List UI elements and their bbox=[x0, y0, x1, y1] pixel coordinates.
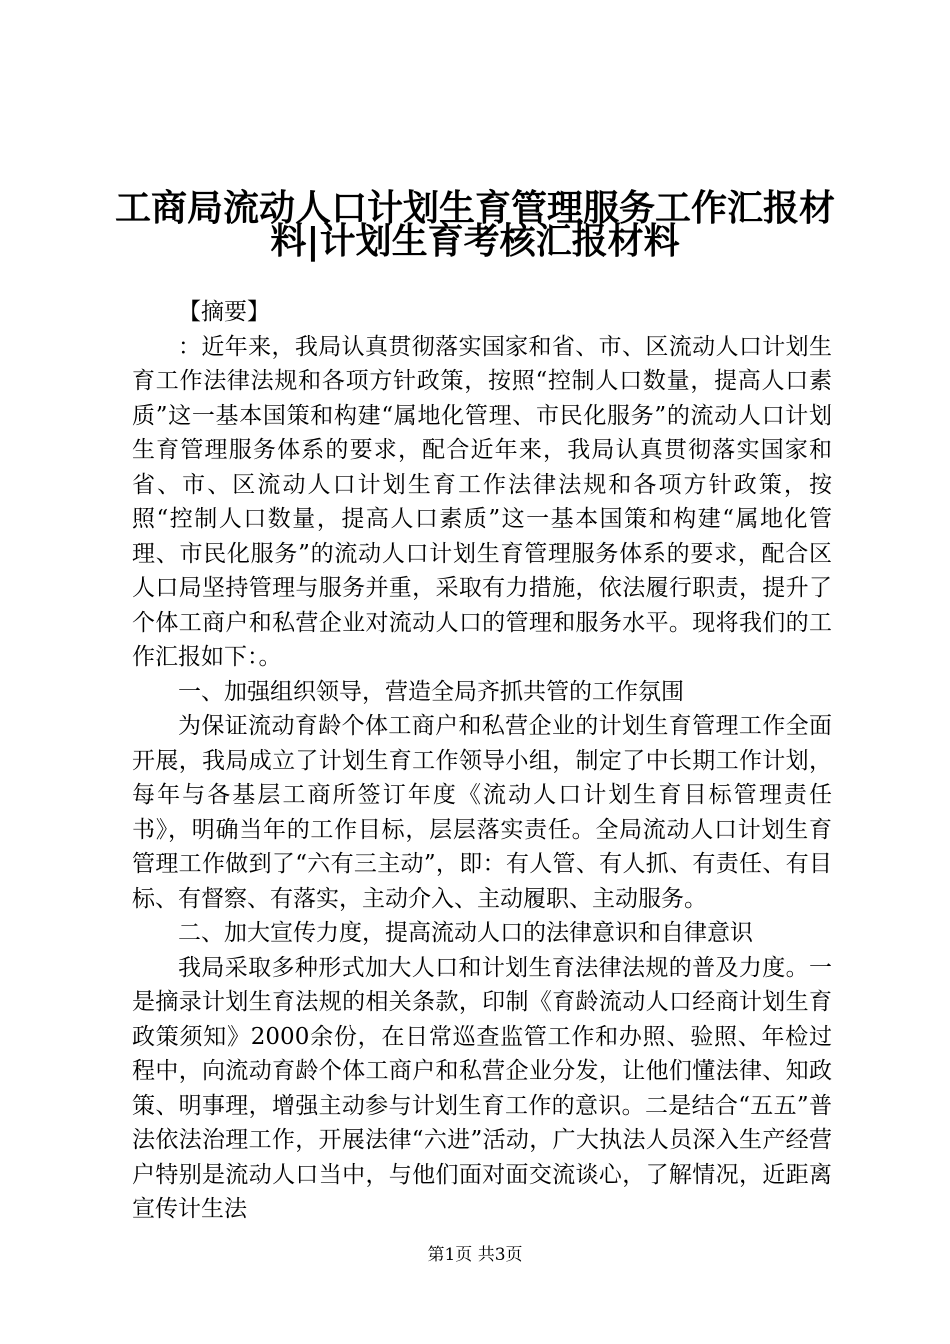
document-title-line-1: 工商局流动人口计划生育管理服务工作汇报材 bbox=[114, 188, 835, 229]
page-footer: 第1页 共3页 bbox=[427, 1245, 523, 1265]
paragraph-abstract: ：近年来，我局认真贯彻落实国家和省、市、区流动人口计划生育工作法律法规和各项方针政策，按照“控制人口数量，提高人口素质”这一基本国策和构建“属地化管理、市民化服务”的流动人口计划生育管理服务体系的要求，配合近年来，我局认真贯彻落实国家和省、市、区流动人口计划生育工作法律法规和各项方针政策，按照“控制人口数量，提高人口素质”这一基本国策和构建“属地化管理、市民化服务”的流动人口计划生育管理服务体系的要求，配合区人口局坚持管理与服务并重，采取有力措施，依法履行职责，提升了个体工商户和私营企业对流动人口的管理和服务水平。现将我们的工作汇报如下：。 bbox=[132, 333, 832, 670]
abstract-label: 【摘要】 bbox=[178, 299, 270, 325]
document-body bbox=[132, 295, 832, 1227]
paragraph-section-2: 我局采取多种形式加大人口和计划生育法律法规的普及力度。一是摘录计划生育法规的相关条款，印制《育龄流动人口经商计划生育政策须知》2000余份，在日常巡查监管工作和办照、验照、年检过程中，向流动育龄个体工商户和私营企业分发，让他们懂法律、知政策、明事理，增强主动参与计划生育工作的意识。二是结合“五五”普法依法治理工作，开展法律“六进”活动，广大执法人员深入生产经营户特别是流动人口当中，与他们面对面交流谈心，了解情况，近距离宣传计生法 bbox=[132, 954, 832, 1222]
section-heading-1: 一、加强组织领导，营造全局齐抓共管的工作氛围 bbox=[178, 678, 684, 705]
paragraph-section-1: 为保证流动育龄个体工商户和私营企业的计划生育管理工作全面开展，我局成立了计划生育工作领导小组，制定了中长期工作计划，每年与各基层工商所签订年度《流动人口计划生育目标管理责任书》，明确当年的工作目标，层层落实责任。全局流动人口计划生育管理工作做到了“六有三主动”，即：有人管、有人抓、有责任、有目标、有督察、有落实，主动介入、主动履职、主动服务。 bbox=[132, 713, 832, 912]
document-title-line-2: 料|计划生育考核汇报材料 bbox=[270, 221, 680, 262]
section-heading-2: 二、加大宣传力度，提高流动人口的法律意识和自律意识 bbox=[178, 920, 753, 946]
